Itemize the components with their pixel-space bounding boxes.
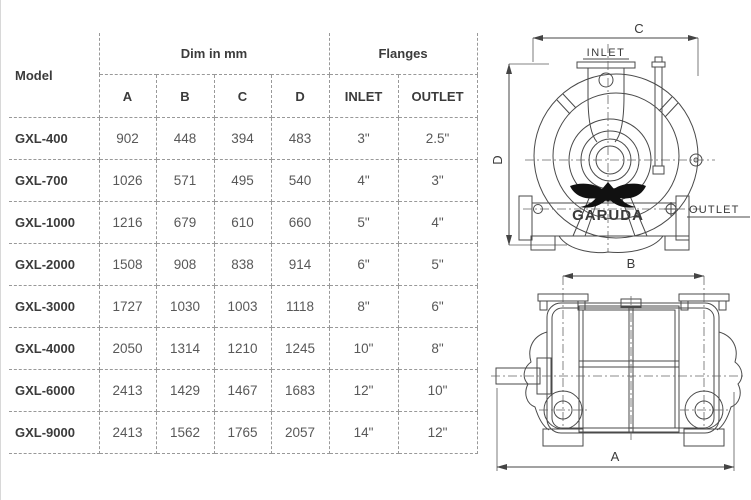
front-view-drawing bbox=[490, 21, 750, 253]
value-cell: 12" bbox=[329, 370, 398, 412]
column-header-d: D bbox=[271, 75, 329, 118]
side-view-drawing bbox=[491, 256, 743, 471]
value-cell: 12" bbox=[398, 412, 477, 454]
model-cell: GXL-1000 bbox=[9, 202, 99, 244]
table-row bbox=[9, 286, 477, 328]
table-row bbox=[9, 244, 477, 286]
value-cell: 3" bbox=[398, 160, 477, 202]
value-cell: 4" bbox=[398, 202, 477, 244]
column-header-model: Model bbox=[9, 33, 99, 118]
value-cell: 1216 bbox=[99, 202, 156, 244]
value-cell: 1765 bbox=[214, 412, 271, 454]
value-cell: 1026 bbox=[99, 160, 156, 202]
model-cell: GXL-3000 bbox=[9, 286, 99, 328]
value-cell: 1467 bbox=[214, 370, 271, 412]
model-cell: GXL-9000 bbox=[9, 412, 99, 454]
value-cell: 6" bbox=[329, 244, 398, 286]
garuda-logo-text: GARUDA bbox=[572, 207, 644, 224]
technical-drawings bbox=[487, 0, 751, 500]
dimension-label-d: D bbox=[490, 155, 505, 165]
value-cell: 610 bbox=[214, 202, 271, 244]
value-cell: 1030 bbox=[156, 286, 214, 328]
outlet-label: OUTLET bbox=[689, 204, 740, 216]
value-cell: 679 bbox=[156, 202, 214, 244]
table-body bbox=[9, 118, 477, 454]
value-cell: 1508 bbox=[99, 244, 156, 286]
value-cell: 1245 bbox=[271, 328, 329, 370]
dimension-label-a: A bbox=[610, 449, 620, 464]
table-row bbox=[9, 118, 477, 160]
value-cell: 902 bbox=[99, 118, 156, 160]
value-cell: 5" bbox=[329, 202, 398, 244]
value-cell: 495 bbox=[214, 160, 271, 202]
column-header-c: C bbox=[214, 75, 271, 118]
model-cell: GXL-2000 bbox=[9, 244, 99, 286]
value-cell: 1727 bbox=[99, 286, 156, 328]
dimension-label-b: B bbox=[626, 256, 636, 271]
value-cell: 1210 bbox=[214, 328, 271, 370]
value-cell: 2050 bbox=[99, 328, 156, 370]
value-cell: 8" bbox=[398, 328, 477, 370]
value-cell: 14" bbox=[329, 412, 398, 454]
value-cell: 2413 bbox=[99, 412, 156, 454]
model-cell: GXL-700 bbox=[9, 160, 99, 202]
value-cell: 1314 bbox=[156, 328, 214, 370]
value-cell: 10" bbox=[398, 370, 477, 412]
value-cell: 660 bbox=[271, 202, 329, 244]
table-row bbox=[9, 160, 477, 202]
value-cell: 3" bbox=[329, 118, 398, 160]
inlet-label: INLET bbox=[586, 47, 626, 59]
model-cell: GXL-4000 bbox=[9, 328, 99, 370]
value-cell: 1429 bbox=[156, 370, 214, 412]
value-cell: 4" bbox=[329, 160, 398, 202]
column-group-flanges: Flanges bbox=[329, 33, 477, 75]
value-cell: 2057 bbox=[271, 412, 329, 454]
value-cell: 483 bbox=[271, 118, 329, 160]
table-row bbox=[9, 370, 477, 412]
value-cell: 448 bbox=[156, 118, 214, 160]
column-header-outlet: OUTLET bbox=[398, 75, 477, 118]
pump-drawings-svg bbox=[487, 0, 751, 500]
value-cell: 5" bbox=[398, 244, 477, 286]
column-header-b: B bbox=[156, 75, 214, 118]
value-cell: 914 bbox=[271, 244, 329, 286]
column-header-a: A bbox=[99, 75, 156, 118]
value-cell: 1683 bbox=[271, 370, 329, 412]
value-cell: 540 bbox=[271, 160, 329, 202]
table-row bbox=[9, 412, 477, 454]
table-row bbox=[9, 202, 477, 244]
value-cell: 571 bbox=[156, 160, 214, 202]
value-cell: 1003 bbox=[214, 286, 271, 328]
value-cell: 1118 bbox=[271, 286, 329, 328]
table-header-row-groups bbox=[9, 33, 477, 75]
dimension-table bbox=[9, 33, 478, 454]
value-cell: 394 bbox=[214, 118, 271, 160]
model-cell: GXL-400 bbox=[9, 118, 99, 160]
table-row bbox=[9, 328, 477, 370]
value-cell: 8" bbox=[329, 286, 398, 328]
value-cell: 6" bbox=[398, 286, 477, 328]
dimension-label-c: C bbox=[634, 21, 644, 36]
value-cell: 838 bbox=[214, 244, 271, 286]
value-cell: 1562 bbox=[156, 412, 214, 454]
model-cell: GXL-6000 bbox=[9, 370, 99, 412]
column-group-dim: Dim in mm bbox=[99, 33, 329, 75]
value-cell: 2.5" bbox=[398, 118, 477, 160]
value-cell: 908 bbox=[156, 244, 214, 286]
value-cell: 2413 bbox=[99, 370, 156, 412]
value-cell: 10" bbox=[329, 328, 398, 370]
column-header-inlet: INLET bbox=[329, 75, 398, 118]
